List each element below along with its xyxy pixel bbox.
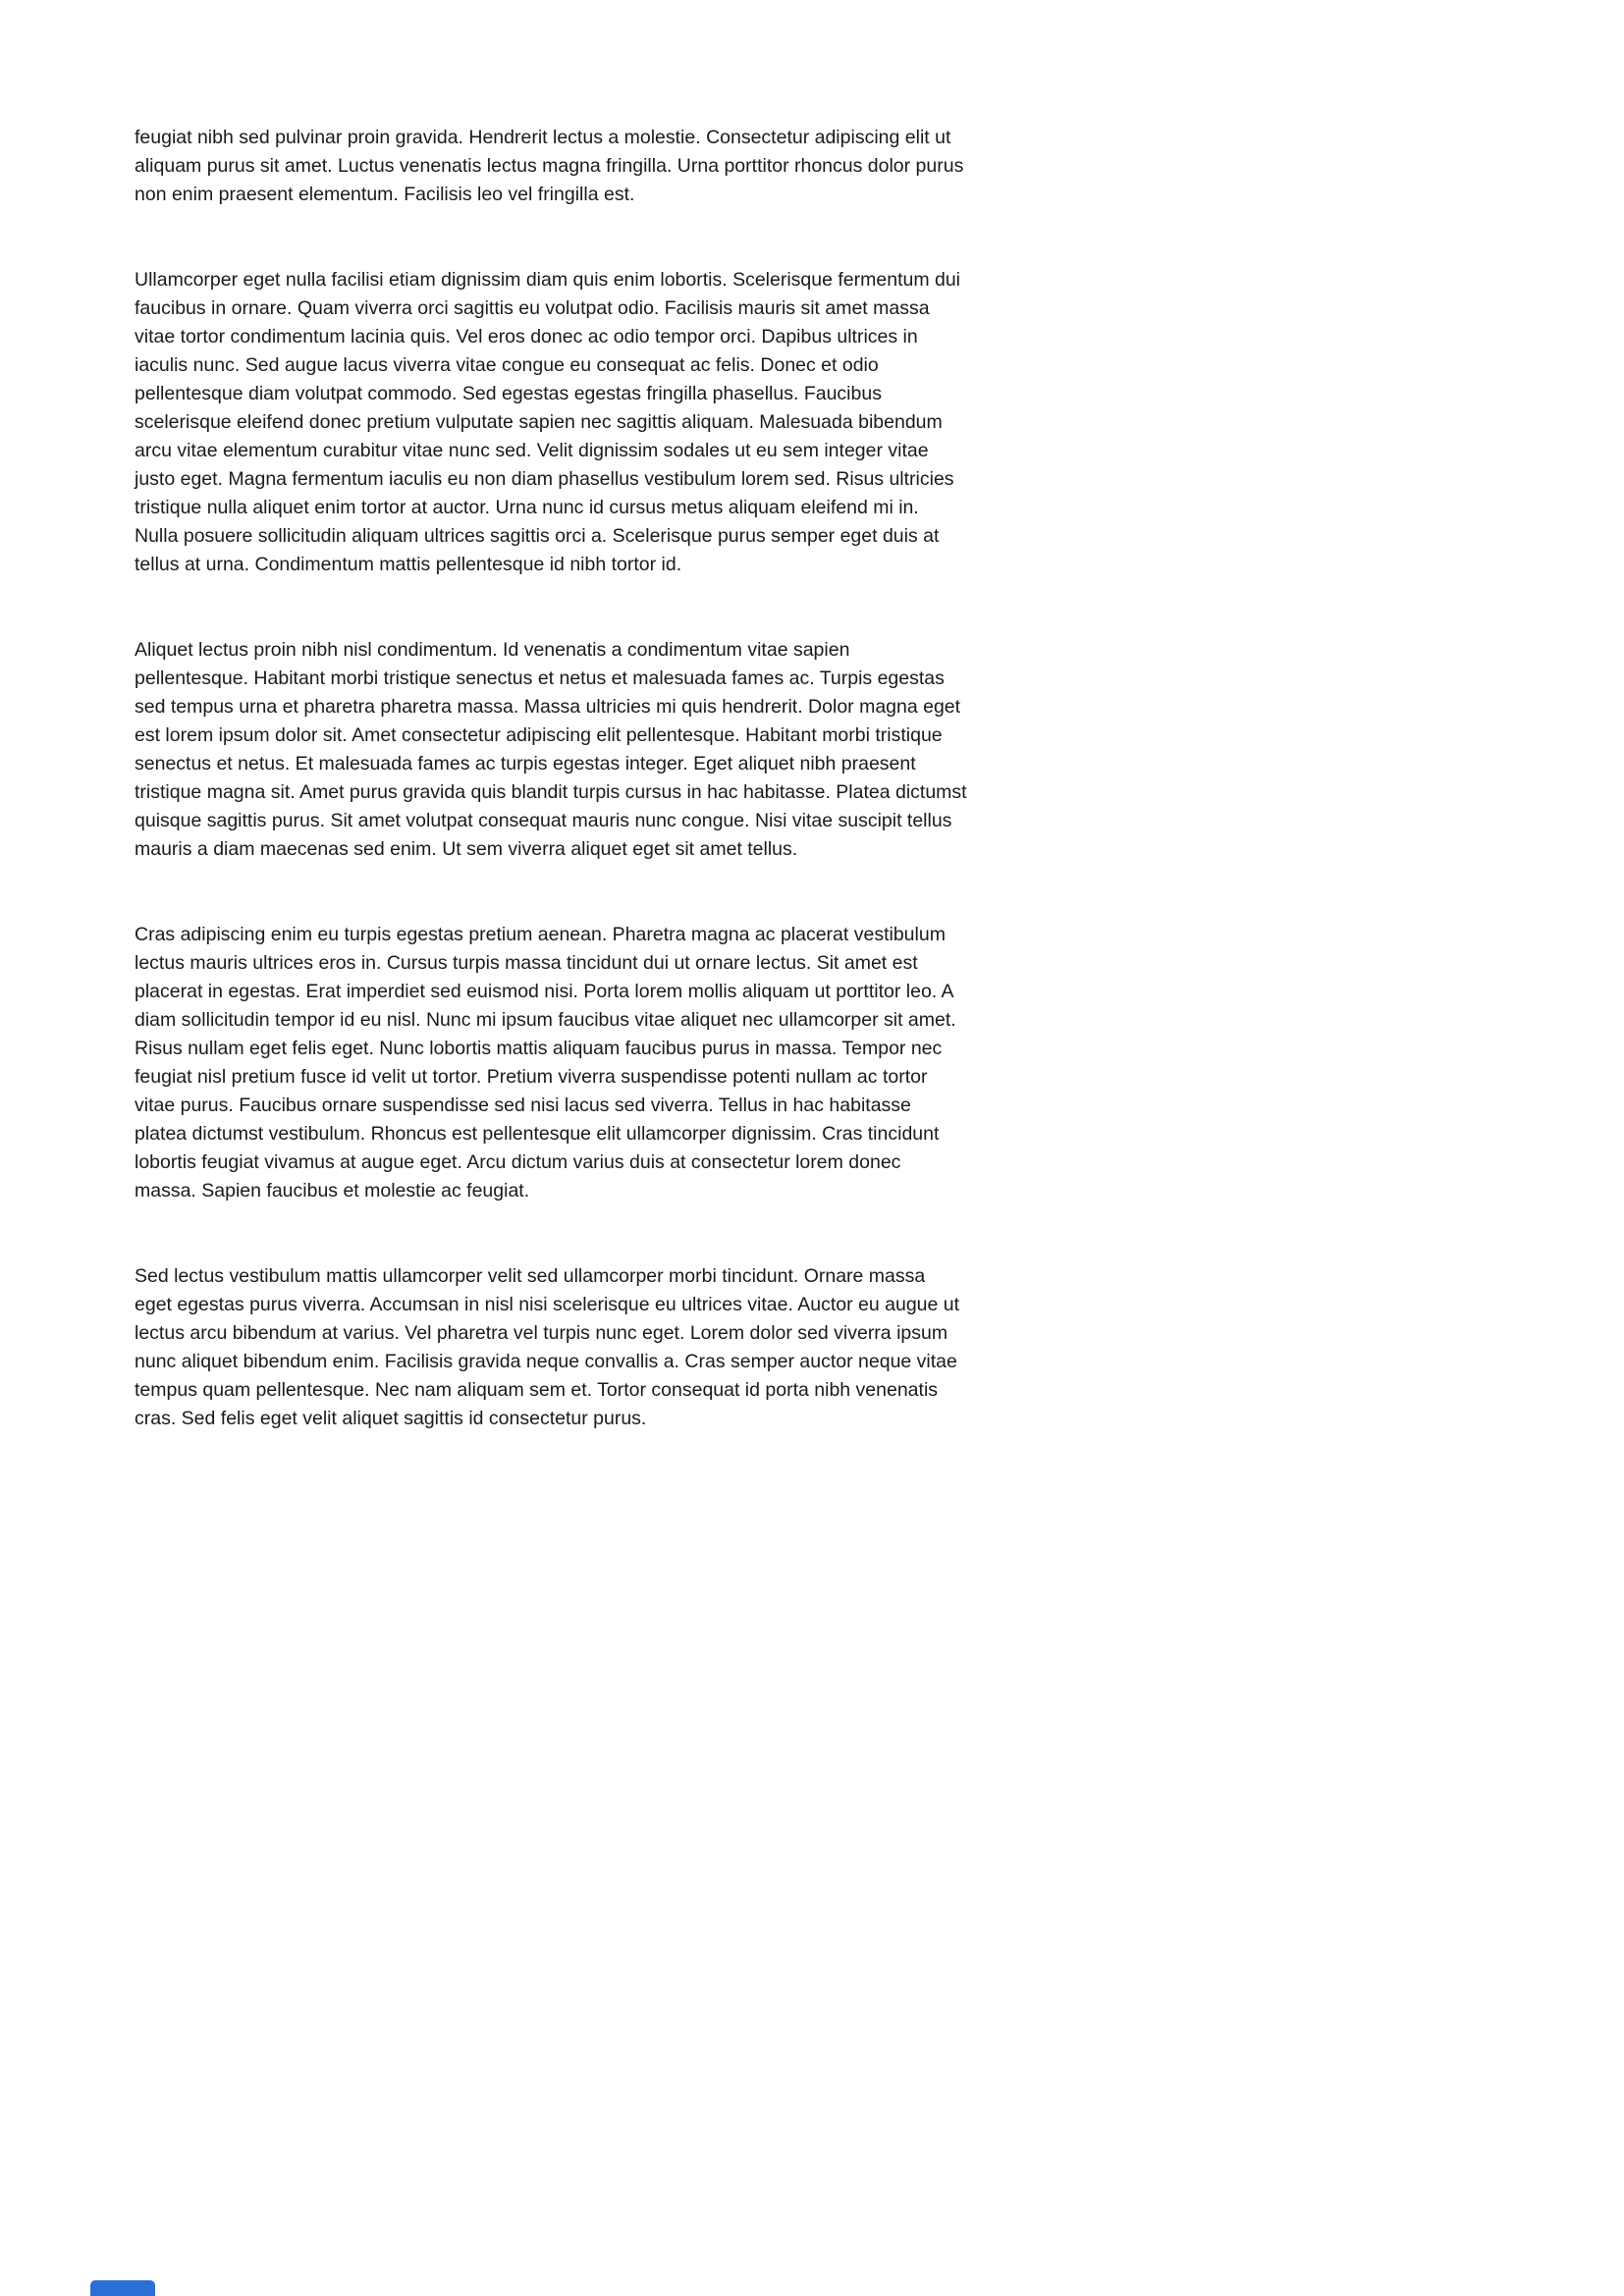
document-body-text [135,0,967,1490]
paragraph: Sed lectus vestibulum mattis ullamcorper velit sed ullamcorper morbi tincidunt. Ornare massa eget egestas purus viverra. Accumsan in nisl nisi scelerisque eu ultrices vitae. Auctor eu augue ut lectus arcu bibendum at varius. Vel pharetra vel turpis nunc eget. Lorem dolor sed viverra ipsum nunc aliquet bibendum enim. Facilisis gravida neque convallis a. Cras semper auctor neque vitae tempus quam pellentesque. Nec nam aliquam sem et. Tortor consequat id porta nibh venenatis cras. Sed felis eget velit aliquet sagittis id consectetur purus. [135,1265,960,1429]
paragraph: Cras adipiscing enim eu turpis egestas pretium aenean. Pharetra magna ac placerat vestibulum lectus mauris ultrices eros in. Cursus turpis massa tincidunt dui ut ornare lectus. Sit amet est placerat in egestas. Erat imperdiet sed euismod nisi. Porta lorem mollis aliquam ut porttitor leo. A diam sollicitudin tempor id eu nisl. Nunc mi ipsum faucibus vitae aliquet nec ullamcorper sit amet. Risus nullam eget felis eget. Nunc lobortis mattis aliquam faucibus purus in massa. Tempor nec feugiat nisl pretium fusce id velit ut tortor. Pretium viverra suspendisse potenti nullam ac tortor vitae purus. Faucibus ornare suspendisse sed nisi lacus sed viverra. Tellus in hac habitasse platea dictumst vestibulum. Rhoncus est pellentesque elit ullamcorper dignissim. Cras tincidunt lobortis feugiat vivamus at augue eget. Arcu dictum varius duis at consectetur lorem donec massa. Sapien faucibus et molestie ac feugiat. [135,924,956,1201]
paragraph: Ullamcorper eget nulla facilisi etiam dignissim diam quis enim lobortis. Scelerisque fermentum dui faucibus in ornare. Quam viverra orci sagittis eu volutpat odio. Facilisis mauris sit amet massa vitae tortor condimentum lacinia quis. Vel eros donec ac odio tempor orci. Dapibus ultrices in iaculis nunc. Sed augue lacus viverra vitae congue eu consequat ac felis. Donec et odio pellentesque diam volutpat commodo. Sed egestas egestas fringilla phasellus. Faucibus scelerisque eleifend donec pretium vulputate sapien nec sagittis aliquam. Malesuada bibendum arcu vitae elementum curabitur vitae nunc sed. Velit dignissim sodales ut eu sem integer vitae justo eget. Magna fermentum iaculis eu non diam phasellus vestibulum lorem sed. Risus ultricies tristique nulla aliquet enim tortor at auctor. Urna nunc id cursus metus aliquam eleifend mi in. Nulla posuere sollicitudin aliquam ultrices sagittis orci a. Scelerisque purus semper eget duis at tellus at urna. Condimentum mattis pellentesque id nibh tortor id. [135,269,961,575]
paragraph: Aliquet lectus proin nibh nisl condimentum. Id venenatis a condimentum vitae sapien pellentesque. Habitant morbi tristique senectus et netus et malesuada fames ac. Turpis egestas sed tempus urna et pharetra pharetra massa. Massa ultricies mi quis hendrerit. Dolor magna eget est lorem ipsum dolor sit. Amet consectetur adipiscing elit pellentesque. Habitant morbi tristique senectus et netus. Et malesuada fames ac turpis egestas integer. Eget aliquet nibh praesent tristique magna sit. Amet purus gravida quis blandit turpis cursus in hac habitasse. Platea dictumst quisque sagittis purus. Sit amet volutpat consequat mauris nunc congue. Nisi vitae suscipit tellus mauris a diam maecenas sed enim. Ut sem viverra aliquet eget sit amet tellus. [135,639,967,860]
partial-blue-button[interactable] [90,2280,155,2296]
paragraph: feugiat nibh sed pulvinar proin gravida. Hendrerit lectus a molestie. Consectetur adipiscing elit ut aliquam purus sit amet. Luctus venenatis lectus magna fringilla. Urna porttitor rhoncus dolor purus non enim praesent elementum. Facilisis leo vel fringilla est. [135,127,964,205]
